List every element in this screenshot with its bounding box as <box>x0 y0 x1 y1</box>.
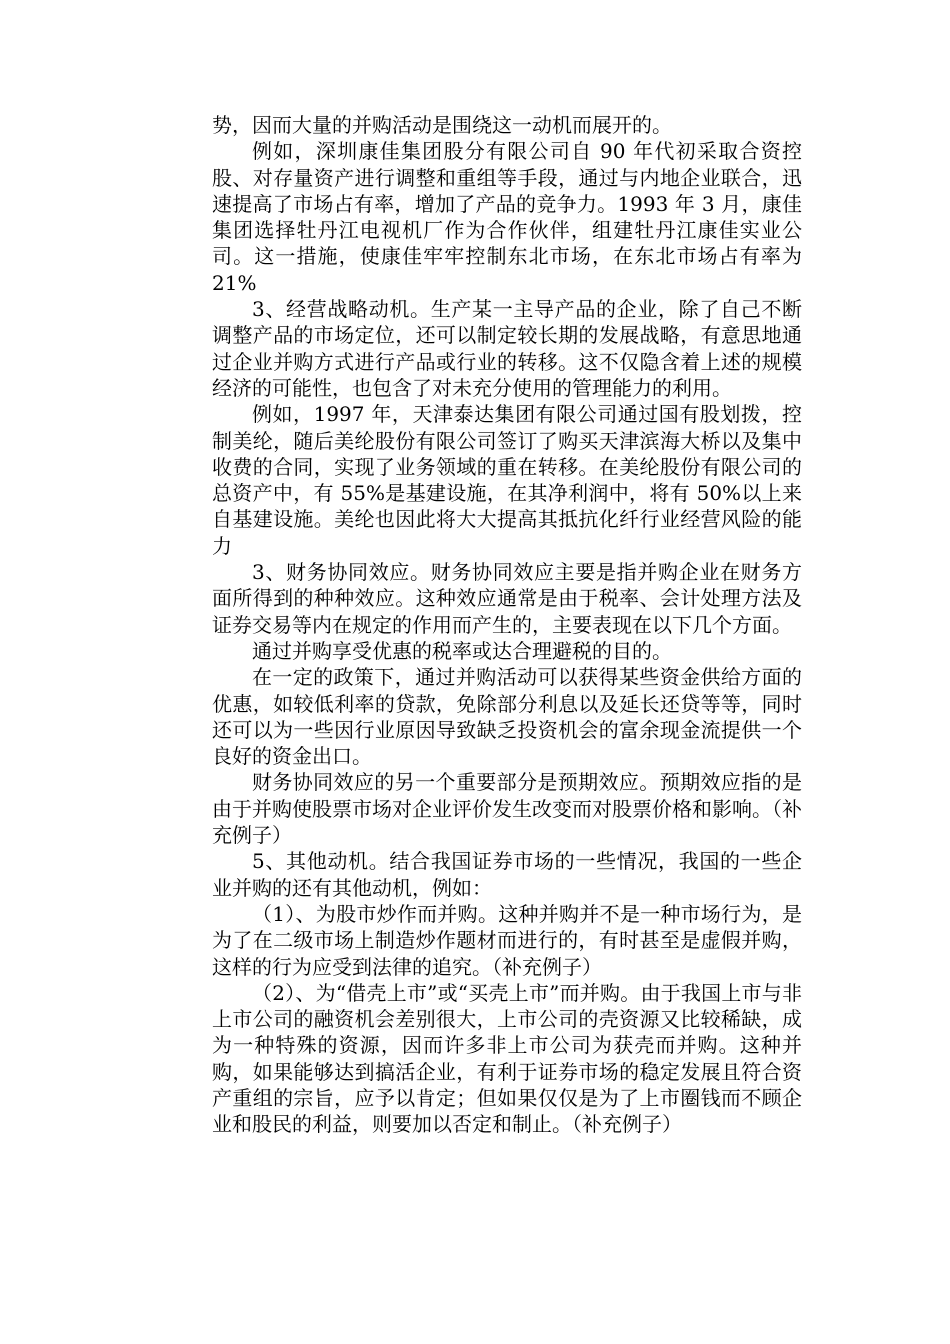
paragraph-1: 势，因而大量的并购活动是围绕这一动机而展开的。 <box>212 113 672 137</box>
paragraph-11: （2）、为“借壳上市”或“买壳上市”而并购。由于我国上市与非上市公司的融资机会差别很大，上市公司的壳资源又比较稀缺，成为一种特殊的资源，因而许多非上市公司为获壳而并购。这种并购，如果能够达到搞活企业，有利于证券市场的稳定发展且符合资产重组的宗旨，应予以肯定；但如果仅仅是为了上市圈钱而不顾企业和股民的利益，则要加以否定和制止。（补充例子） <box>212 980 802 1137</box>
paragraph-10: （1）、为股市炒作而并购。这种并购并不是一种市场行为，是为了在二级市场上制造炒作题材而进行的，有时甚至是虚假并购，这样的行为应受到法律的追究。（补充例子） <box>212 901 802 979</box>
paragraph-8: 财务协同效应的另一个重要部分是预期效应。预期效应指的是由于并购使股票市场对企业评价发生改变而对股票价格和影响。（补充例子） <box>212 770 802 848</box>
paragraph-6: 通过并购享受优惠的税率或达合理避税的目的。 <box>252 638 672 663</box>
paragraph-7: 在一定的政策下，通过并购活动可以获得某些资金供给方面的优惠，如较低利率的贷款，免除部分利息以及延长还贷等等，同时还可以为一些因行业原因导致缺乏投资机会的富余现金流提供一个良好的资金出口。 <box>212 665 802 769</box>
paragraph-5: 3、财务协同效应。财务协同效应主要是指并购企业在财务方面所得到的种种效应。这种效应通常是由于税率、会计处理方法及证券交易等内在规定的作用而产生的，主要表现在以下几个方面。 <box>212 560 802 637</box>
paragraph-4: 例如，1997 年，天津泰达集团有限公司通过国有股划拨，控制美纶，随后美纶股份有限公司签订了购买天津滨海大桥以及集中收费的合同，实现了业务领域的重在转移。在美纶股份有限公司的总资产中，有 55%是基建设施，在其净利润中，将有 50%以上来自基建设施。美纶也因此将大大提高其抵抗化纤行业经营风险的能力 <box>212 402 802 558</box>
paragraph-3: 3、经营战略动机。生产某一主导产品的企业，除了自己不断调整产品的市场定位，还可以制定较长期的发展战略，有意思地通过企业并购方式进行产品或行业的转移。这不仅隐含着上述的规模经济的可能性，也包含了对未充分使用的管理能力的利用。 <box>212 297 802 400</box>
body-text <box>212 112 802 1138</box>
paragraph-9: 5、其他动机。结合我国证券市场的一些情况，我国的一些企业并购的还有其他动机，例如： <box>212 849 802 900</box>
paragraph-2: 例如，深圳康佳集团股分有限公司自 90 年代初采取合资控股、对存量资产进行调整和重组等手段，通过与内地企业联合，迅速提高了市场占有率，增加了产品的竞争力。1993 年 3 月，康佳集团选择牡丹江电视机厂作为合作伙伴，组建牡丹江康佳实业公司。这一措施，使康佳牢牢控制东北市场，在东北市场占有率为 21% <box>212 139 802 295</box>
